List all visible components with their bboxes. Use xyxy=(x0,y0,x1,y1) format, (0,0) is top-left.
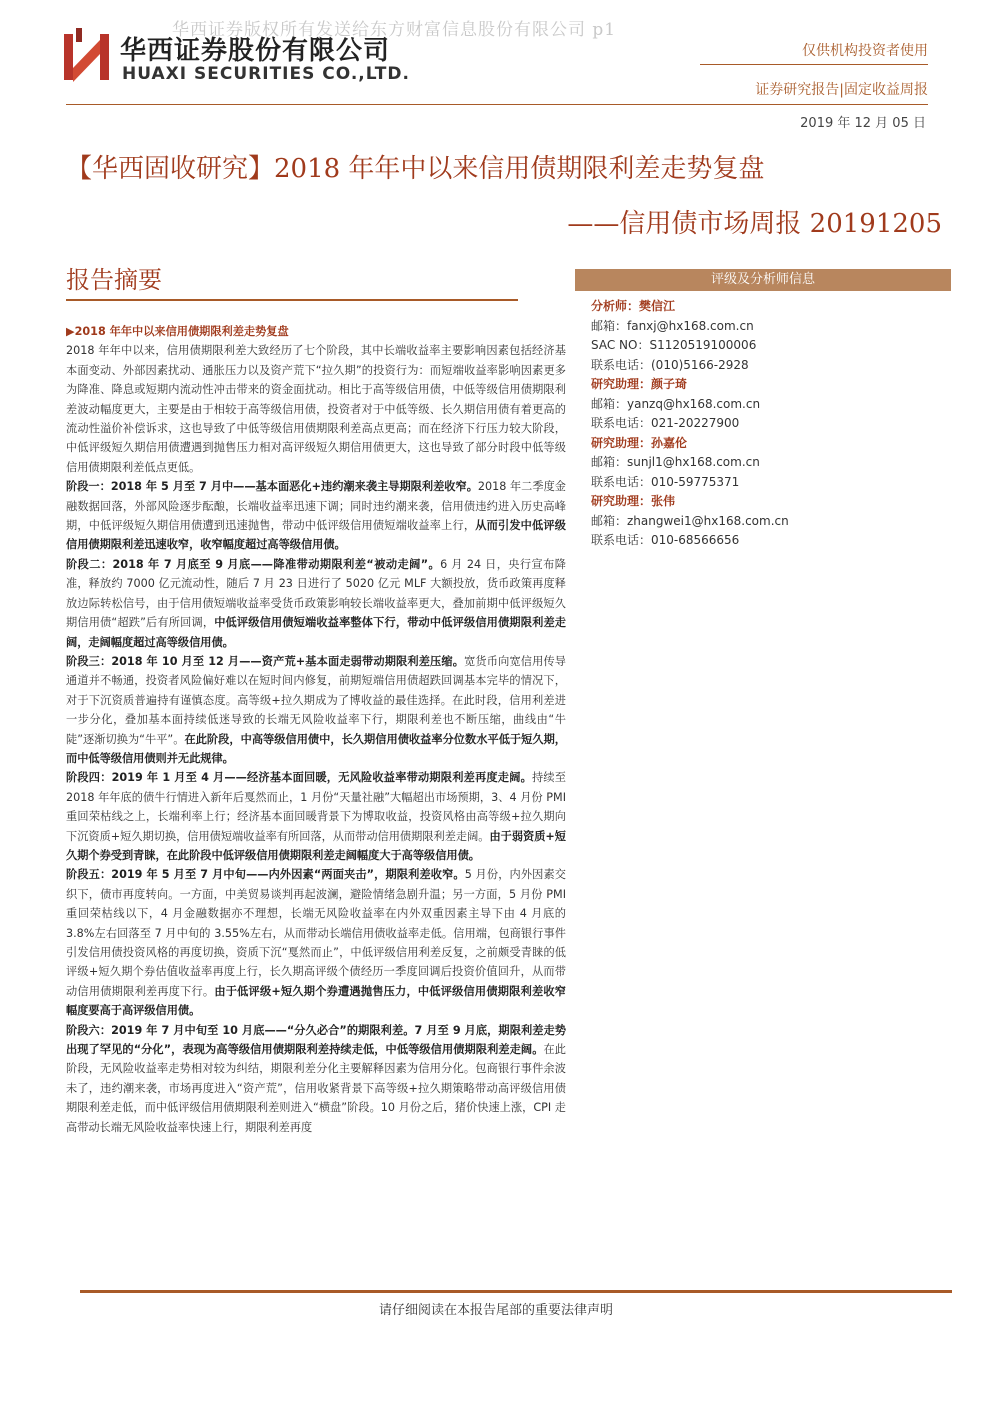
stage-body: 持续至 2018 年年底的债牛行情进入新年后戛然而止，1 月份“天量社融”大幅超出市场预期，3、4 月份 PMI 重回荣枯线之上，长端利率上行；经济基本面回暖背景下为博取收益，投资风格由高等级+拉久期向下沉资质+短久期切换，信用债短端收益率有所回落，从而带动信用债期限利差走阔。 xyxy=(66,771,566,843)
report-type-label: 证券研究报告|固定收益周报 xyxy=(755,82,928,98)
analyst-contact: SAC NO：S1120519100006 xyxy=(591,338,757,352)
stage-title: 阶段六：2019 年 7 月中旬至 10 月底——“分久必合”的期限利差。 xyxy=(66,1023,415,1037)
company-name-cn: 华西证券股份有限公司 xyxy=(120,36,391,66)
abstract-heading: 报告摘要 xyxy=(66,266,162,294)
stage-list xyxy=(66,477,566,1137)
audience-label: 仅供机构投资者使用 xyxy=(802,43,928,59)
stage-paragraph xyxy=(66,768,566,865)
bullet-title: ▶2018 年年中以来信用债期限利差走势复盘 xyxy=(66,325,289,338)
analyst-contact: 联系电话：010-68566656 xyxy=(591,533,740,547)
analyst-contact: 联系电话：(010)5166-2928 xyxy=(591,357,749,372)
stage-emphasis: 7 月至 9 月底，期限利差走势出现了罕见的“分化”，表现为高等级信用债期限利差持续走低，中低等级信用债期限利差走阔。 xyxy=(66,1023,567,1057)
analyst-info-list xyxy=(575,291,951,551)
stage-paragraph xyxy=(66,477,566,555)
stage-title: 阶段四：2019 年 1 月至 4 月——经济基本面回暖，无风险收益率带动期限利差再度走阔。 xyxy=(66,771,532,785)
stage-emphasis: 在此阶段，中高等级信用债中，长久期信用债收益率分位数水平低于短久期，而中低等级信用债则并无此规律。 xyxy=(66,732,566,765)
sidebar-heading: 评级及分析师信息 xyxy=(575,269,951,291)
stage-emphasis: 从而引发中低评级信用债期限利差迅速收窄，收窄幅度超过高等级信用债。 xyxy=(66,519,566,552)
abstract-rule xyxy=(66,299,518,301)
analyst-name: 分析师：樊信江 xyxy=(591,299,676,313)
analyst-contact: 邮箱：zhangwei1@hx168.com.cn xyxy=(591,513,789,528)
analyst-contact: 邮箱：yanzq@hx168.com.cn xyxy=(591,396,761,411)
stage-emphasis: 中低评级信用债短端收益率整体下行，带动中低评级信用债期限利差走阔，走阔幅度超过高等级信用债。 xyxy=(66,616,566,649)
huaxi-logo-icon xyxy=(62,28,112,86)
stage-title: 阶段五：2019 年 5 月至 7 月中旬——内外因素“两面夹击”，期限利差收窄。 xyxy=(66,868,465,882)
stage-paragraph xyxy=(66,1021,566,1137)
stage-emphasis: 由于低评级+短久期个券遭遇抛售压力，中低评级信用债期限利差收窄幅度要高于高评级信用债。 xyxy=(66,984,566,1018)
stage-title: 阶段三：2018 年 10 月至 12 月——资产荒+基本面走弱带动期限利差压缩。 xyxy=(66,654,465,668)
stage-paragraph xyxy=(66,865,566,1020)
stage-title: 阶段一：2018 年 5 月至 7 月中——基本面恶化+违约潮来袭主导期限利差收窄。 xyxy=(66,480,478,494)
footer-rule xyxy=(80,1290,952,1293)
stage-tail: 在此阶段，无风险收益率走势相对较为纠结，期限利差分化主要解释因素为信用分化。包商银行事件余波未了，违约潮来袭，市场再度进入“资产荒”，信用收紧背景下高等级+拉久期策略带动高评级信用债期限利差走低，而中低评级信用债期限利差则进入“横盘”阶段。10 月份之后，猪价快速上涨，CPI 走高带动长端无风险收益率快速上行，期限利差再度 xyxy=(66,1043,566,1134)
stage-paragraph xyxy=(66,555,566,652)
analyst-name: 研究助理：颜子琦 xyxy=(591,377,688,391)
analyst-contact: 邮箱：sunjl1@hx168.com.cn xyxy=(591,455,760,469)
analyst-sidebar xyxy=(575,269,951,551)
report-date: 2019 年 12 月 05 日 xyxy=(800,116,926,131)
analyst-contact: 联系电话：021-20227900 xyxy=(591,416,740,430)
header-divider xyxy=(700,64,928,65)
watermark-text: 华西证券版权所有发送给东方财富信息股份有限公司 p1 xyxy=(172,20,617,40)
stage-title: 阶段二：2018 年 7 月底至 9 月底——降准带动期限利差“被动走阔”。 xyxy=(66,557,441,571)
company-name-en: HUAXI SECURITIES CO.,LTD. xyxy=(122,64,410,84)
stage-body: 5 月份，内外因素交织下，债市再度转向。一方面，中美贸易谈判再起波澜，避险情绪急剧升温；另一方面，5 月份 PMI 重回荣枯线以下，4 月金融数据亦不理想，长端无风险收益率在内外双重因素主导下由 4 月底的 3.8%左右回落至 7 月中旬的 3.55%左右，从而带动长端信用债收益率走低。信用端，包商银行事件引发信用债投资风格的再度切换，资质下沉“戛然而止”，中低评级信用利差反复，之前颇受青睐的低评级+短久期个券估值收益率再度上行，长久期高评级个债经历一季度回调后投资价值回升，从而带动信用债期限利差再度下行。 xyxy=(66,868,566,998)
report-subtitle: ——信用债市场周报 20191205 xyxy=(567,209,942,239)
stage-paragraph xyxy=(66,652,566,768)
abstract-body xyxy=(66,322,566,1137)
stage-body: 2018 年二季度金融数据回落，外部风险逐步酝酿，长端收益率迅速下调；同时违约潮来袭，信用债违约进入历史高峰期，中低评级短久期信用债遭到迅速抛售，带动中低评级信用债短端收益率上行， xyxy=(66,480,566,533)
report-title: 【华西固收研究】2018 年年中以来信用债期限利差走势复盘 xyxy=(66,154,765,184)
analyst-name: 研究助理：张伟 xyxy=(591,494,676,508)
analyst-name: 研究助理：孙嘉伦 xyxy=(591,435,688,450)
analyst-contact: 联系电话：010-59775371 xyxy=(591,474,740,489)
analyst-contact: 邮箱：fanxj@hx168.com.cn xyxy=(591,318,754,333)
header-rule xyxy=(66,104,928,105)
intro-paragraph: 2018 年年中以来，信用债期限利差大致经历了七个阶段，其中长端收益率主要影响因素包括经济基本面变动、外部因素扰动、通胀压力以及资产荒下“拉久期”的投资行为：而短端收益率影响因素更多为降准、降息或短期内流动性冲击带来的资金面扰动。相比于高等级信用债，中低等级信用债期限利差波动幅度更大，主要是由于相较于高等级信用债，投资者对于中低等级、长久期信用债有着更高的流动性溢价补偿诉求，这也导致了中低等级信用债期限利差高点更高；而在经济下行压力较大阶段，中低评级短久期信用债遭遇到抛售压力相对高评级短久期信用债更大，这也导致了部分时段中低等级信用债期限利差低点更低。 xyxy=(66,344,566,474)
stage-body: 6 月 24 日，央行宣布降准，释放约 7000 亿元流动性，随后 7 月 23 日进行了 5020 亿元 MLF 大额投放，货币政策再度释放边际转松信号，由于信用债短端收益率受货币政策影响较长端收益率更大，叠加前期中低评级短久期信用债“超跌”后有所回调， xyxy=(66,557,566,630)
stage-body: 宽货币向宽信用传导通道并不畅通，投资者风险偏好难以在短时间内修复，前期短端信用债超跌回调基本完毕的情况下，对于下沉资质普遍持有谨慎态度。高等级+拉久期成为了博收益的最佳选择。在此时段，信用利差进一步分化，叠加基本面持续低迷导致的长端无风险收益率下行，期限利差也不断压缩，曲线由“牛陡”逐渐切换为“牛平”。 xyxy=(66,654,566,746)
footer-disclaimer: 请仔细阅读在本报告尾部的重要法律声明 xyxy=(378,1303,613,1318)
stage-emphasis: 由于弱资质+短久期个券受到青睐，在此阶段中低评级信用债期限利差走阔幅度大于高等级信用债。 xyxy=(66,829,566,862)
